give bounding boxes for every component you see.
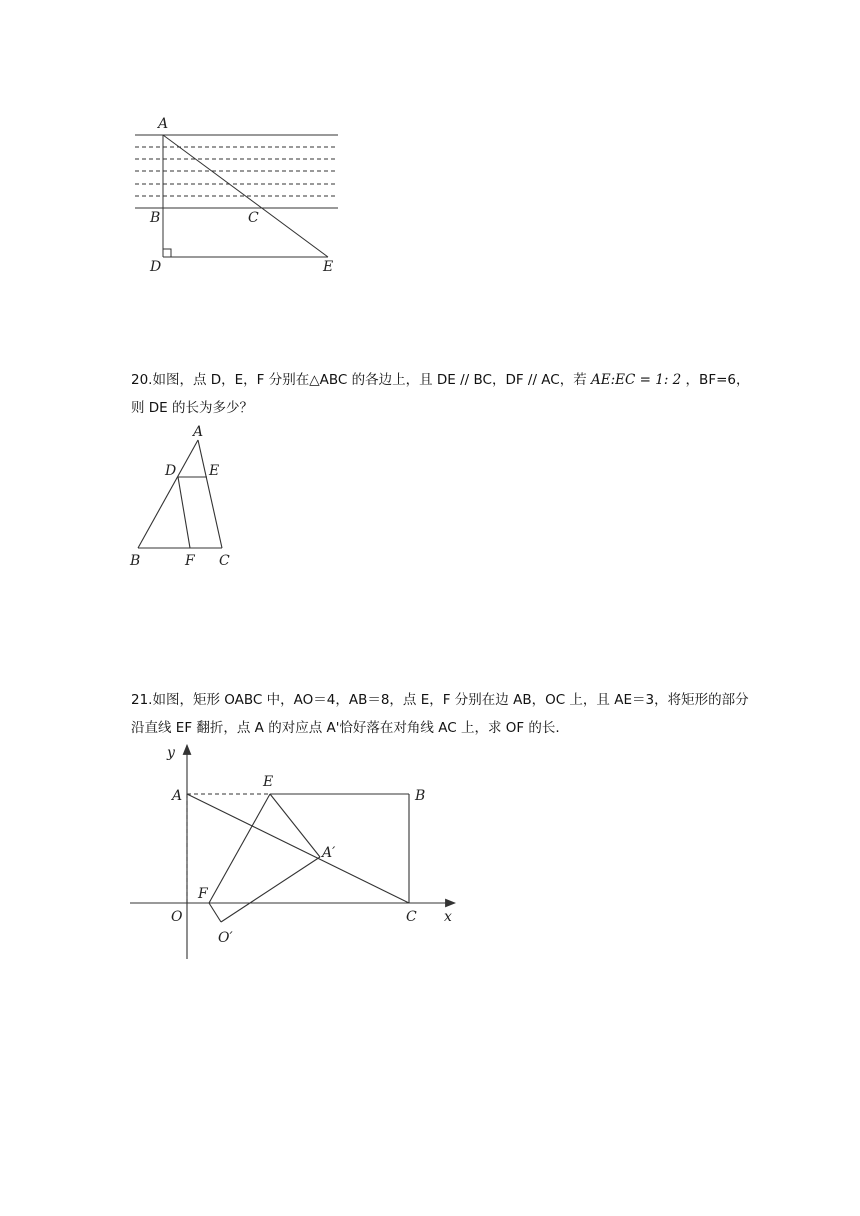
- problem-20-ratio: AE:EC = 1: 2: [591, 372, 682, 388]
- label-A-prime: A′: [322, 845, 336, 861]
- label-A: A: [172, 788, 183, 804]
- label-E: E: [263, 774, 274, 790]
- label-D: D: [165, 463, 177, 479]
- figure-parallel-lines: [130, 110, 360, 280]
- label-x: x: [444, 909, 452, 925]
- label-y: y: [167, 745, 175, 761]
- label-F: F: [198, 886, 208, 902]
- fold-line-EF: [209, 794, 270, 903]
- segment-A-prime-O-prime: [221, 857, 320, 922]
- figure-triangle-abc: [125, 420, 245, 575]
- segment-DF: [178, 477, 190, 548]
- label-B: B: [415, 788, 426, 804]
- label-O-prime: O′: [218, 930, 233, 946]
- problem-21: [131, 686, 751, 742]
- diagonal-AC: [187, 794, 409, 903]
- label-C: C: [219, 553, 230, 569]
- label-D: D: [150, 259, 162, 275]
- problem-21-text: 21.如图，矩形 OABC 中，AO＝4，AB＝8，点 E，F 分别在边 AB，OC 上，且 AE＝3，将矩形的部分沿直线 EF 翻折，点 A 的对应点 A'恰好落在对角线 AC 上，求 OF 的长.: [131, 692, 749, 736]
- label-E: E: [209, 463, 220, 479]
- label-O: O: [171, 909, 183, 925]
- label-E: E: [323, 259, 334, 275]
- segment-AC: [198, 440, 222, 548]
- label-C: C: [248, 210, 259, 226]
- label-B: B: [150, 210, 161, 226]
- label-B: B: [130, 553, 141, 569]
- problem-20-text-after: ，BF=6，则 DE 的长为多少？: [131, 372, 750, 416]
- segment-O-prime-F: [209, 903, 221, 922]
- segment-AB: [138, 440, 198, 548]
- label-F: F: [185, 553, 195, 569]
- right-angle-mark: [163, 249, 171, 257]
- problem-20-text-before: 20.如图，点 D，E，F 分别在△ABC 的各边上，且 DE // BC，DF // AC，若: [131, 372, 592, 388]
- label-A: A: [158, 116, 169, 132]
- label-C: C: [406, 909, 417, 925]
- label-A: A: [193, 424, 204, 440]
- problem-20: [131, 366, 751, 422]
- figure-rectangle-fold: [125, 735, 465, 965]
